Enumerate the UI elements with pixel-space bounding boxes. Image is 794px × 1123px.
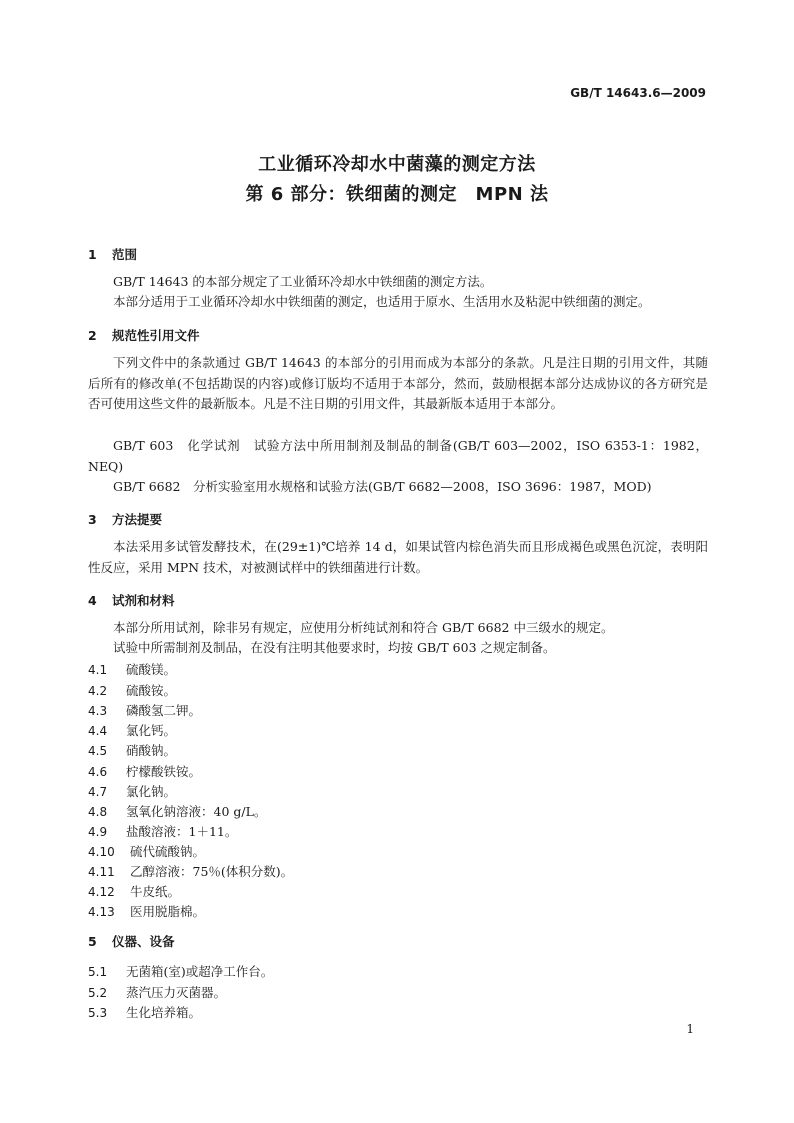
paragraph: 本法采用多试管发酵技术，在(29±1)℃培养 14 d，如果试管内棕色消失而且形成褐色或黑色沉淀，表明阳性反应，采用 MPN 技术，对被测试样中的铁细菌进行计数。 [88, 539, 708, 575]
section-heading-reagents [88, 591, 175, 609]
item-number: 5.2 [88, 986, 108, 1000]
item-text: 硝酸钠。 [126, 743, 177, 758]
reference-entry: GB/T 603 化学试剂 试验方法中所用制剂及制品的制备(GB/T 603—2002，ISO 6353-1：1982，NEQ) [88, 438, 708, 474]
paragraph: GB/T 14643 的本部分规定了工业循环冷却水中铁细菌的测定方法。 [113, 274, 493, 289]
item-text: 磷酸氢二钾。 [126, 703, 202, 718]
list-item [88, 681, 176, 699]
item-number: 5.3 [88, 1006, 108, 1020]
list-item [88, 822, 237, 840]
section-heading-method-summary [88, 510, 162, 528]
item-number: 4.11 [88, 865, 115, 879]
item-number: 4.8 [88, 805, 108, 819]
list-item [88, 962, 273, 980]
list-item [88, 882, 180, 900]
list-item [88, 741, 176, 759]
item-text: 柠檬酸铁铵。 [126, 764, 202, 779]
section-number: 2 [88, 328, 97, 343]
item-number: 4.13 [88, 905, 115, 919]
item-text: 生化培养箱。 [126, 1005, 202, 1020]
item-number: 4.5 [88, 744, 108, 758]
item-number: 4.4 [88, 724, 108, 738]
paragraph: 本部分所用试剂，除非另有规定，应使用分析纯试剂和符合 GB/T 6682 中三级水的规定。 [113, 620, 614, 635]
section-heading-normative-references [88, 326, 200, 344]
list-item [88, 862, 293, 880]
item-text: 牛皮纸。 [130, 884, 181, 899]
paragraph: 本部分适用于工业循环冷却水中铁细菌的测定，也适用于原水、生活用水及粘泥中铁细菌的测定。 [113, 294, 651, 309]
standard-code: GB/T 14643.6—2009 [570, 86, 706, 100]
document-subtitle: 第 6 部分：铁细菌的测定 MPN 法 [245, 184, 549, 205]
section-number: 4 [88, 593, 97, 608]
list-item [88, 701, 201, 719]
list-item [88, 721, 176, 739]
section-heading-scope [88, 245, 137, 263]
item-text: 蒸汽压力灭菌器。 [126, 985, 227, 1000]
section-title: 范围 [112, 247, 138, 262]
section-title: 试剂和材料 [112, 593, 175, 608]
section-heading-apparatus [88, 932, 175, 950]
item-number: 4.3 [88, 704, 108, 718]
paragraph: 试验中所需制剂及制品，在没有注明其他要求时，均按 GB/T 603 之规定制备。 [113, 640, 556, 655]
paragraph: 下列文件中的条款通过 GB/T 14643 的本部分的引用而成为本部分的条款。凡是注日期的引用文件，其随后所有的修改单(不包括勘误的内容)或修订版均不适用于本部分，然而，鼓励根据本部分达成协议的各方研究是否可使用这些文件的最新版本。凡是不注日期的引用文件，其最新版本适用于本部分。 [88, 355, 708, 412]
list-item [88, 1003, 201, 1021]
item-text: 硫酸铵。 [126, 683, 177, 698]
item-text: 乙醇溶液：75％(体积分数)。 [130, 864, 294, 879]
item-text: 氯化钙。 [126, 723, 177, 738]
item-number: 4.9 [88, 825, 108, 839]
item-number: 4.12 [88, 885, 115, 899]
item-text: 盐酸溶液：1＋11。 [126, 824, 238, 839]
item-number: 5.1 [88, 965, 108, 979]
item-text: 氢氧化钠溶液：40 g/L。 [126, 804, 267, 819]
item-text: 无菌箱(室)或超净工作台。 [126, 964, 274, 979]
item-text: 氯化钠。 [126, 784, 177, 799]
section-number: 3 [88, 512, 97, 527]
document-title: 工业循环冷却水中菌藻的测定方法 [258, 154, 536, 175]
section-number: 1 [88, 247, 97, 262]
list-item [88, 902, 205, 920]
item-number: 4.10 [88, 845, 115, 859]
list-item [88, 660, 176, 678]
list-item [88, 842, 205, 860]
page-number: 1 [686, 1022, 694, 1036]
item-number: 4.7 [88, 785, 108, 799]
item-text: 硫酸镁。 [126, 662, 177, 677]
list-item [88, 782, 176, 800]
section-number: 5 [88, 934, 97, 949]
section-title: 仪器、设备 [112, 934, 175, 949]
item-number: 4.6 [88, 765, 108, 779]
reference-entry: GB/T 6682 分析实验室用水规格和试验方法(GB/T 6682—2008，ISO 3696：1987，MOD) [113, 479, 652, 494]
item-text: 医用脱脂棉。 [130, 904, 206, 919]
list-item [88, 802, 266, 820]
item-number: 4.1 [88, 663, 108, 677]
list-item [88, 983, 226, 1001]
section-title: 方法提要 [112, 512, 163, 527]
list-item [88, 762, 201, 780]
section-title: 规范性引用文件 [112, 328, 200, 343]
item-text: 硫代硫酸钠。 [130, 844, 206, 859]
item-number: 4.2 [88, 684, 108, 698]
